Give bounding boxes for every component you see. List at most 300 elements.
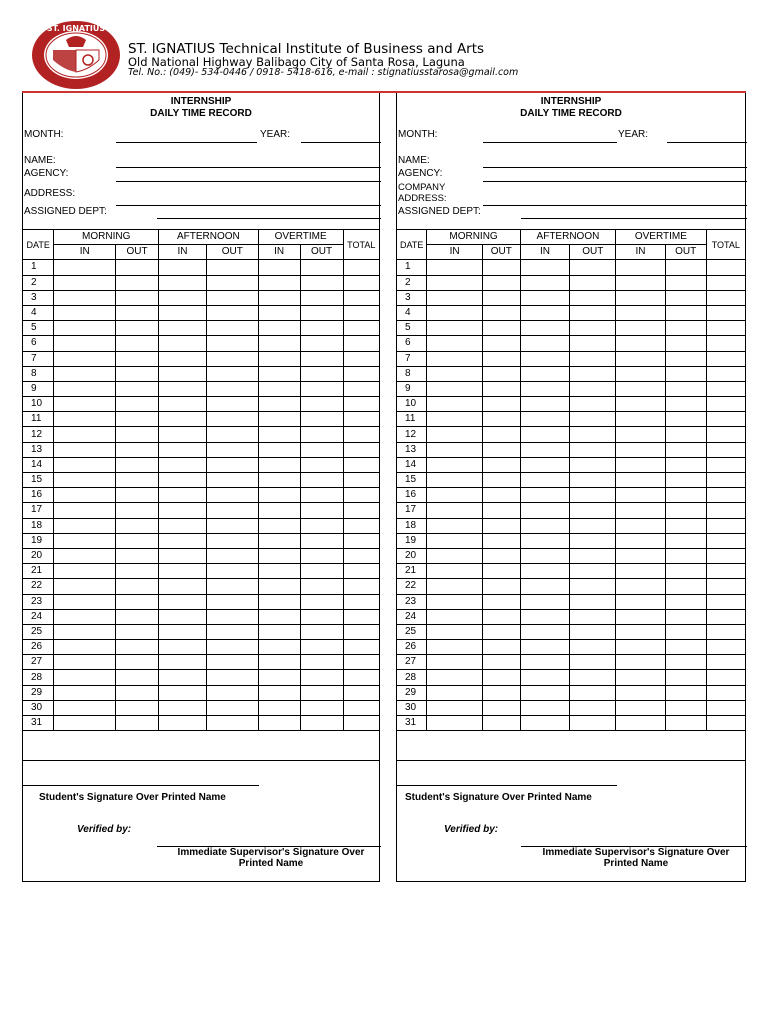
morning-out-cell[interactable] (116, 503, 159, 518)
morning-in-cell[interactable] (427, 397, 482, 412)
morning-out-cell[interactable] (482, 655, 520, 670)
morning-in-cell[interactable] (54, 594, 116, 609)
overtime-out-cell[interactable] (665, 564, 706, 579)
afternoon-out-cell[interactable] (206, 473, 258, 488)
total-cell[interactable] (343, 594, 379, 609)
overtime-out-cell[interactable] (300, 488, 343, 503)
year-field[interactable] (667, 142, 747, 143)
overtime-out-cell[interactable] (300, 473, 343, 488)
total-cell[interactable] (343, 290, 379, 305)
morning-in-cell[interactable] (54, 716, 116, 731)
overtime-out-cell[interactable] (665, 336, 706, 351)
morning-out-cell[interactable] (482, 397, 520, 412)
overtime-out-cell[interactable] (665, 700, 706, 715)
afternoon-out-cell[interactable] (570, 640, 616, 655)
total-cell[interactable] (706, 488, 745, 503)
morning-out-cell[interactable] (482, 351, 520, 366)
overtime-out-cell[interactable] (665, 624, 706, 639)
overtime-out-cell[interactable] (665, 397, 706, 412)
total-cell[interactable] (343, 381, 379, 396)
morning-in-cell[interactable] (54, 640, 116, 655)
total-cell[interactable] (706, 473, 745, 488)
morning-out-cell[interactable] (116, 594, 159, 609)
dept-field[interactable] (157, 218, 381, 219)
afternoon-out-cell[interactable] (206, 579, 258, 594)
overtime-in-cell[interactable] (258, 351, 300, 366)
overtime-in-cell[interactable] (616, 579, 666, 594)
morning-in-cell[interactable] (427, 716, 482, 731)
morning-in-cell[interactable] (54, 579, 116, 594)
afternoon-in-cell[interactable] (520, 381, 570, 396)
overtime-out-cell[interactable] (300, 427, 343, 442)
morning-in-cell[interactable] (54, 548, 116, 563)
overtime-out-cell[interactable] (300, 640, 343, 655)
morning-out-cell[interactable] (116, 700, 159, 715)
total-cell[interactable] (706, 700, 745, 715)
afternoon-out-cell[interactable] (206, 716, 258, 731)
morning-in-cell[interactable] (54, 412, 116, 427)
afternoon-in-cell[interactable] (520, 564, 570, 579)
afternoon-out-cell[interactable] (570, 533, 616, 548)
overtime-in-cell[interactable] (258, 336, 300, 351)
afternoon-out-cell[interactable] (206, 260, 258, 275)
overtime-out-cell[interactable] (300, 442, 343, 457)
afternoon-in-cell[interactable] (520, 533, 570, 548)
afternoon-out-cell[interactable] (570, 594, 616, 609)
morning-in-cell[interactable] (54, 442, 116, 457)
morning-out-cell[interactable] (482, 412, 520, 427)
afternoon-in-cell[interactable] (159, 442, 207, 457)
morning-in-cell[interactable] (54, 290, 116, 305)
total-cell[interactable] (343, 700, 379, 715)
student-signature-line[interactable] (397, 785, 617, 786)
afternoon-out-cell[interactable] (570, 260, 616, 275)
afternoon-out-cell[interactable] (206, 518, 258, 533)
overtime-out-cell[interactable] (300, 533, 343, 548)
afternoon-out-cell[interactable] (570, 518, 616, 533)
overtime-in-cell[interactable] (616, 700, 666, 715)
overtime-in-cell[interactable] (616, 442, 666, 457)
morning-in-cell[interactable] (54, 366, 116, 381)
morning-in-cell[interactable] (427, 685, 482, 700)
afternoon-out-cell[interactable] (570, 700, 616, 715)
morning-out-cell[interactable] (116, 290, 159, 305)
overtime-in-cell[interactable] (616, 321, 666, 336)
overtime-in-cell[interactable] (258, 397, 300, 412)
afternoon-out-cell[interactable] (206, 290, 258, 305)
overtime-out-cell[interactable] (300, 503, 343, 518)
overtime-out-cell[interactable] (300, 336, 343, 351)
student-signature-line[interactable] (23, 785, 259, 786)
address-field[interactable] (116, 205, 381, 206)
afternoon-in-cell[interactable] (520, 351, 570, 366)
overtime-in-cell[interactable] (616, 473, 666, 488)
morning-out-cell[interactable] (116, 655, 159, 670)
total-cell[interactable] (343, 609, 379, 624)
overtime-in-cell[interactable] (616, 427, 666, 442)
morning-out-cell[interactable] (116, 381, 159, 396)
morning-in-cell[interactable] (54, 457, 116, 472)
overtime-out-cell[interactable] (300, 609, 343, 624)
afternoon-in-cell[interactable] (520, 305, 570, 320)
overtime-in-cell[interactable] (616, 609, 666, 624)
afternoon-in-cell[interactable] (159, 518, 207, 533)
afternoon-in-cell[interactable] (159, 533, 207, 548)
overtime-out-cell[interactable] (300, 397, 343, 412)
overtime-in-cell[interactable] (616, 716, 666, 731)
morning-in-cell[interactable] (427, 412, 482, 427)
afternoon-in-cell[interactable] (159, 488, 207, 503)
overtime-out-cell[interactable] (300, 594, 343, 609)
afternoon-in-cell[interactable] (520, 579, 570, 594)
total-cell[interactable] (706, 564, 745, 579)
overtime-out-cell[interactable] (665, 640, 706, 655)
morning-in-cell[interactable] (427, 488, 482, 503)
afternoon-out-cell[interactable] (570, 624, 616, 639)
morning-in-cell[interactable] (427, 442, 482, 457)
overtime-in-cell[interactable] (258, 564, 300, 579)
total-cell[interactable] (706, 518, 745, 533)
afternoon-in-cell[interactable] (520, 427, 570, 442)
overtime-in-cell[interactable] (616, 533, 666, 548)
overtime-out-cell[interactable] (665, 533, 706, 548)
morning-in-cell[interactable] (427, 700, 482, 715)
total-cell[interactable] (343, 640, 379, 655)
morning-in-cell[interactable] (427, 305, 482, 320)
morning-out-cell[interactable] (116, 488, 159, 503)
overtime-out-cell[interactable] (300, 351, 343, 366)
morning-in-cell[interactable] (427, 594, 482, 609)
morning-in-cell[interactable] (54, 624, 116, 639)
total-cell[interactable] (343, 336, 379, 351)
overtime-out-cell[interactable] (300, 518, 343, 533)
total-cell[interactable] (343, 275, 379, 290)
morning-out-cell[interactable] (482, 321, 520, 336)
morning-out-cell[interactable] (116, 533, 159, 548)
morning-out-cell[interactable] (116, 336, 159, 351)
morning-out-cell[interactable] (116, 457, 159, 472)
total-cell[interactable] (343, 579, 379, 594)
overtime-in-cell[interactable] (616, 670, 666, 685)
overtime-in-cell[interactable] (258, 655, 300, 670)
morning-out-cell[interactable] (116, 564, 159, 579)
morning-out-cell[interactable] (482, 275, 520, 290)
morning-out-cell[interactable] (116, 260, 159, 275)
overtime-in-cell[interactable] (258, 305, 300, 320)
afternoon-out-cell[interactable] (570, 609, 616, 624)
overtime-in-cell[interactable] (258, 366, 300, 381)
total-cell[interactable] (343, 442, 379, 457)
afternoon-out-cell[interactable] (206, 305, 258, 320)
total-cell[interactable] (706, 640, 745, 655)
afternoon-in-cell[interactable] (159, 624, 207, 639)
afternoon-out-cell[interactable] (570, 655, 616, 670)
afternoon-in-cell[interactable] (520, 275, 570, 290)
morning-in-cell[interactable] (54, 685, 116, 700)
morning-in-cell[interactable] (427, 473, 482, 488)
total-cell[interactable] (343, 412, 379, 427)
morning-in-cell[interactable] (54, 427, 116, 442)
afternoon-out-cell[interactable] (206, 275, 258, 290)
morning-out-cell[interactable] (482, 290, 520, 305)
afternoon-in-cell[interactable] (520, 366, 570, 381)
overtime-in-cell[interactable] (258, 381, 300, 396)
morning-out-cell[interactable] (116, 397, 159, 412)
total-cell[interactable] (706, 548, 745, 563)
overtime-in-cell[interactable] (616, 685, 666, 700)
afternoon-in-cell[interactable] (159, 260, 207, 275)
total-cell[interactable] (706, 336, 745, 351)
overtime-in-cell[interactable] (616, 275, 666, 290)
morning-out-cell[interactable] (482, 260, 520, 275)
overtime-in-cell[interactable] (616, 412, 666, 427)
overtime-out-cell[interactable] (300, 579, 343, 594)
overtime-out-cell[interactable] (665, 473, 706, 488)
overtime-in-cell[interactable] (258, 609, 300, 624)
afternoon-out-cell[interactable] (206, 624, 258, 639)
total-cell[interactable] (706, 457, 745, 472)
morning-out-cell[interactable] (116, 624, 159, 639)
afternoon-out-cell[interactable] (570, 457, 616, 472)
morning-out-cell[interactable] (482, 533, 520, 548)
morning-in-cell[interactable] (427, 366, 482, 381)
morning-out-cell[interactable] (482, 442, 520, 457)
afternoon-out-cell[interactable] (206, 594, 258, 609)
total-cell[interactable] (706, 351, 745, 366)
afternoon-in-cell[interactable] (520, 397, 570, 412)
overtime-in-cell[interactable] (616, 336, 666, 351)
morning-out-cell[interactable] (116, 366, 159, 381)
overtime-out-cell[interactable] (300, 290, 343, 305)
overtime-in-cell[interactable] (616, 305, 666, 320)
morning-in-cell[interactable] (427, 427, 482, 442)
afternoon-in-cell[interactable] (159, 594, 207, 609)
morning-out-cell[interactable] (116, 442, 159, 457)
morning-out-cell[interactable] (116, 427, 159, 442)
total-cell[interactable] (706, 503, 745, 518)
morning-in-cell[interactable] (427, 381, 482, 396)
morning-out-cell[interactable] (482, 366, 520, 381)
overtime-in-cell[interactable] (616, 290, 666, 305)
afternoon-in-cell[interactable] (159, 640, 207, 655)
overtime-out-cell[interactable] (665, 412, 706, 427)
overtime-in-cell[interactable] (258, 321, 300, 336)
afternoon-out-cell[interactable] (206, 442, 258, 457)
morning-in-cell[interactable] (54, 305, 116, 320)
morning-out-cell[interactable] (116, 518, 159, 533)
overtime-in-cell[interactable] (258, 716, 300, 731)
morning-out-cell[interactable] (482, 381, 520, 396)
morning-out-cell[interactable] (482, 305, 520, 320)
morning-in-cell[interactable] (427, 624, 482, 639)
afternoon-in-cell[interactable] (520, 548, 570, 563)
morning-in-cell[interactable] (427, 503, 482, 518)
afternoon-in-cell[interactable] (520, 640, 570, 655)
afternoon-in-cell[interactable] (520, 336, 570, 351)
morning-out-cell[interactable] (482, 716, 520, 731)
afternoon-out-cell[interactable] (206, 609, 258, 624)
afternoon-in-cell[interactable] (159, 670, 207, 685)
name-field[interactable] (116, 167, 381, 168)
morning-in-cell[interactable] (54, 260, 116, 275)
afternoon-out-cell[interactable] (206, 685, 258, 700)
overtime-out-cell[interactable] (665, 275, 706, 290)
afternoon-out-cell[interactable] (570, 412, 616, 427)
overtime-out-cell[interactable] (665, 609, 706, 624)
morning-out-cell[interactable] (116, 321, 159, 336)
afternoon-out-cell[interactable] (570, 685, 616, 700)
overtime-in-cell[interactable] (258, 260, 300, 275)
afternoon-in-cell[interactable] (159, 412, 207, 427)
afternoon-out-cell[interactable] (206, 700, 258, 715)
total-cell[interactable] (706, 594, 745, 609)
total-cell[interactable] (706, 260, 745, 275)
morning-in-cell[interactable] (427, 275, 482, 290)
afternoon-in-cell[interactable] (520, 624, 570, 639)
total-cell[interactable] (706, 624, 745, 639)
overtime-out-cell[interactable] (665, 655, 706, 670)
total-cell[interactable] (343, 518, 379, 533)
overtime-out-cell[interactable] (665, 488, 706, 503)
overtime-out-cell[interactable] (300, 716, 343, 731)
morning-in-cell[interactable] (427, 609, 482, 624)
morning-in-cell[interactable] (54, 670, 116, 685)
morning-in-cell[interactable] (427, 321, 482, 336)
afternoon-in-cell[interactable] (520, 488, 570, 503)
afternoon-in-cell[interactable] (159, 290, 207, 305)
afternoon-in-cell[interactable] (520, 594, 570, 609)
morning-out-cell[interactable] (482, 564, 520, 579)
afternoon-in-cell[interactable] (520, 716, 570, 731)
afternoon-in-cell[interactable] (159, 716, 207, 731)
total-cell[interactable] (706, 655, 745, 670)
afternoon-out-cell[interactable] (570, 290, 616, 305)
overtime-in-cell[interactable] (258, 290, 300, 305)
afternoon-in-cell[interactable] (520, 473, 570, 488)
morning-in-cell[interactable] (54, 488, 116, 503)
morning-out-cell[interactable] (116, 640, 159, 655)
afternoon-in-cell[interactable] (520, 290, 570, 305)
overtime-out-cell[interactable] (300, 548, 343, 563)
total-cell[interactable] (706, 397, 745, 412)
afternoon-out-cell[interactable] (206, 548, 258, 563)
afternoon-out-cell[interactable] (206, 321, 258, 336)
afternoon-in-cell[interactable] (159, 381, 207, 396)
total-cell[interactable] (343, 716, 379, 731)
overtime-out-cell[interactable] (665, 716, 706, 731)
total-cell[interactable] (343, 473, 379, 488)
overtime-out-cell[interactable] (665, 351, 706, 366)
overtime-in-cell[interactable] (258, 594, 300, 609)
overtime-in-cell[interactable] (616, 640, 666, 655)
afternoon-in-cell[interactable] (520, 442, 570, 457)
total-cell[interactable] (343, 321, 379, 336)
overtime-out-cell[interactable] (665, 457, 706, 472)
overtime-out-cell[interactable] (665, 503, 706, 518)
total-cell[interactable] (343, 366, 379, 381)
overtime-out-cell[interactable] (665, 442, 706, 457)
overtime-out-cell[interactable] (300, 321, 343, 336)
year-field[interactable] (301, 142, 381, 143)
overtime-in-cell[interactable] (258, 624, 300, 639)
overtime-out-cell[interactable] (665, 321, 706, 336)
afternoon-in-cell[interactable] (520, 260, 570, 275)
month-field[interactable] (116, 142, 257, 143)
total-cell[interactable] (706, 366, 745, 381)
morning-in-cell[interactable] (427, 579, 482, 594)
morning-out-cell[interactable] (116, 685, 159, 700)
total-cell[interactable] (706, 670, 745, 685)
total-cell[interactable] (706, 305, 745, 320)
morning-in-cell[interactable] (427, 336, 482, 351)
afternoon-in-cell[interactable] (520, 700, 570, 715)
afternoon-out-cell[interactable] (570, 321, 616, 336)
afternoon-out-cell[interactable] (206, 533, 258, 548)
total-cell[interactable] (706, 716, 745, 731)
total-cell[interactable] (343, 548, 379, 563)
overtime-out-cell[interactable] (300, 624, 343, 639)
overtime-in-cell[interactable] (258, 442, 300, 457)
total-cell[interactable] (343, 305, 379, 320)
overtime-in-cell[interactable] (258, 275, 300, 290)
month-field[interactable] (483, 142, 617, 143)
overtime-out-cell[interactable] (300, 305, 343, 320)
total-cell[interactable] (343, 685, 379, 700)
afternoon-out-cell[interactable] (570, 397, 616, 412)
total-cell[interactable] (706, 685, 745, 700)
total-cell[interactable] (343, 655, 379, 670)
overtime-in-cell[interactable] (616, 624, 666, 639)
afternoon-out-cell[interactable] (570, 336, 616, 351)
afternoon-in-cell[interactable] (159, 564, 207, 579)
morning-out-cell[interactable] (482, 503, 520, 518)
overtime-in-cell[interactable] (258, 473, 300, 488)
morning-in-cell[interactable] (427, 351, 482, 366)
total-cell[interactable] (706, 321, 745, 336)
overtime-in-cell[interactable] (258, 579, 300, 594)
overtime-in-cell[interactable] (616, 594, 666, 609)
morning-in-cell[interactable] (427, 518, 482, 533)
name-field[interactable] (483, 167, 747, 168)
overtime-out-cell[interactable] (665, 670, 706, 685)
afternoon-in-cell[interactable] (159, 427, 207, 442)
afternoon-out-cell[interactable] (206, 412, 258, 427)
total-cell[interactable] (343, 488, 379, 503)
afternoon-in-cell[interactable] (159, 685, 207, 700)
overtime-in-cell[interactable] (258, 533, 300, 548)
total-cell[interactable] (343, 564, 379, 579)
afternoon-out-cell[interactable] (570, 503, 616, 518)
morning-in-cell[interactable] (427, 290, 482, 305)
overtime-out-cell[interactable] (665, 518, 706, 533)
overtime-in-cell[interactable] (258, 427, 300, 442)
overtime-in-cell[interactable] (258, 503, 300, 518)
afternoon-out-cell[interactable] (206, 351, 258, 366)
morning-out-cell[interactable] (482, 427, 520, 442)
morning-out-cell[interactable] (482, 518, 520, 533)
overtime-in-cell[interactable] (616, 366, 666, 381)
overtime-out-cell[interactable] (665, 260, 706, 275)
overtime-out-cell[interactable] (665, 685, 706, 700)
overtime-out-cell[interactable] (300, 275, 343, 290)
morning-out-cell[interactable] (116, 351, 159, 366)
overtime-in-cell[interactable] (616, 381, 666, 396)
overtime-out-cell[interactable] (300, 655, 343, 670)
afternoon-out-cell[interactable] (570, 579, 616, 594)
morning-out-cell[interactable] (116, 609, 159, 624)
total-cell[interactable] (343, 457, 379, 472)
total-cell[interactable] (706, 275, 745, 290)
